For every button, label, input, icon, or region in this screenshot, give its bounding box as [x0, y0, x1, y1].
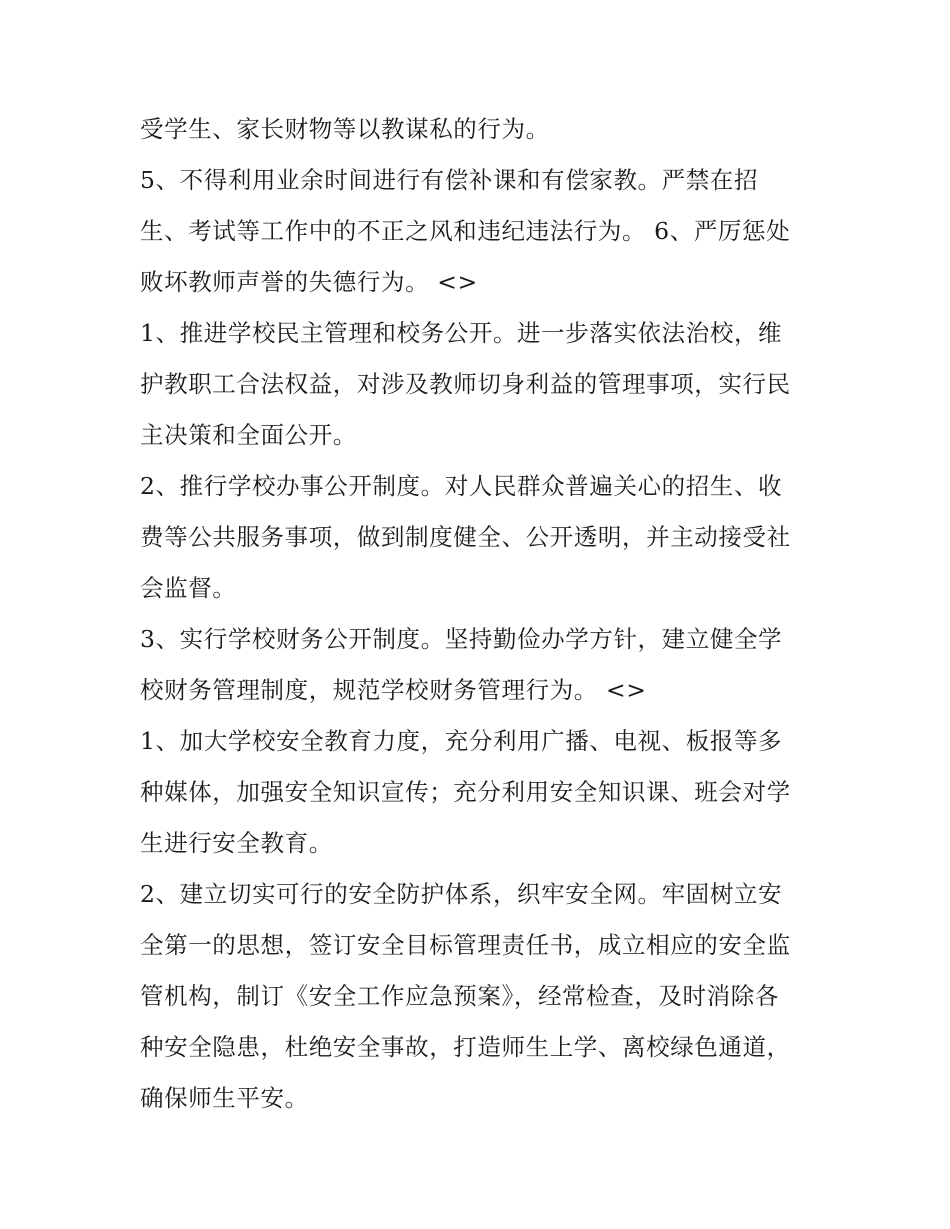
text-line: 确保师生平安。 — [140, 1084, 309, 1112]
text-line: 2、建立切实可行的安全防护体系，织牢安全网。牢固树立安 — [140, 880, 783, 908]
text-line: 生进行安全教育。 — [140, 829, 333, 857]
text-line: 2、推行学校办事公开制度。对人民群众普遍关心的招生、收 — [140, 472, 783, 500]
document-body — [140, 104, 820, 1124]
text-line: 1、推进学校民主管理和校务公开。进一步落实依法治校，维 — [140, 319, 783, 347]
text-line: 3、实行学校财务公开制度。坚持勤俭办学方针，建立健全学 — [140, 625, 783, 653]
text-line: 败坏教师声誉的失德行为。 <> — [140, 268, 478, 296]
text-line: 校财务管理制度，规范学校财务管理行为。 <> — [140, 676, 647, 704]
text-line: 受学生、家长财物等以教谋私的行为。 — [140, 115, 550, 143]
text-line: 生、考试等工作中的不正之风和违纪违法行为。 6、严厉惩处 — [140, 217, 791, 245]
text-line: 主决策和全面公开。 — [140, 421, 357, 449]
text-line: 1、加大学校安全教育力度，充分利用广播、电视、板报等多 — [140, 727, 783, 755]
text-line: 种媒体，加强安全知识宣传；充分利用安全知识课、班会对学 — [140, 778, 791, 806]
text-line: 会监督。 — [140, 574, 237, 602]
text-line: 费等公共服务事项，做到制度健全、公开透明，并主动接受社 — [140, 523, 791, 551]
text-line: 全第一的思想，签订安全目标管理责任书，成立相应的安全监 — [140, 931, 791, 959]
text-line: 种安全隐患，杜绝安全事故，打造师生上学、离校绿色通道， — [140, 1033, 791, 1061]
text-line: 5、不得利用业余时间进行有偿补课和有偿家教。严禁在招 — [140, 166, 759, 194]
text-line: 护教职工合法权益，对涉及教师切身利益的管理事项，实行民 — [140, 370, 791, 398]
text-line: 管机构，制订《安全工作应急预案》，经常检查，及时消除各 — [140, 982, 779, 1010]
